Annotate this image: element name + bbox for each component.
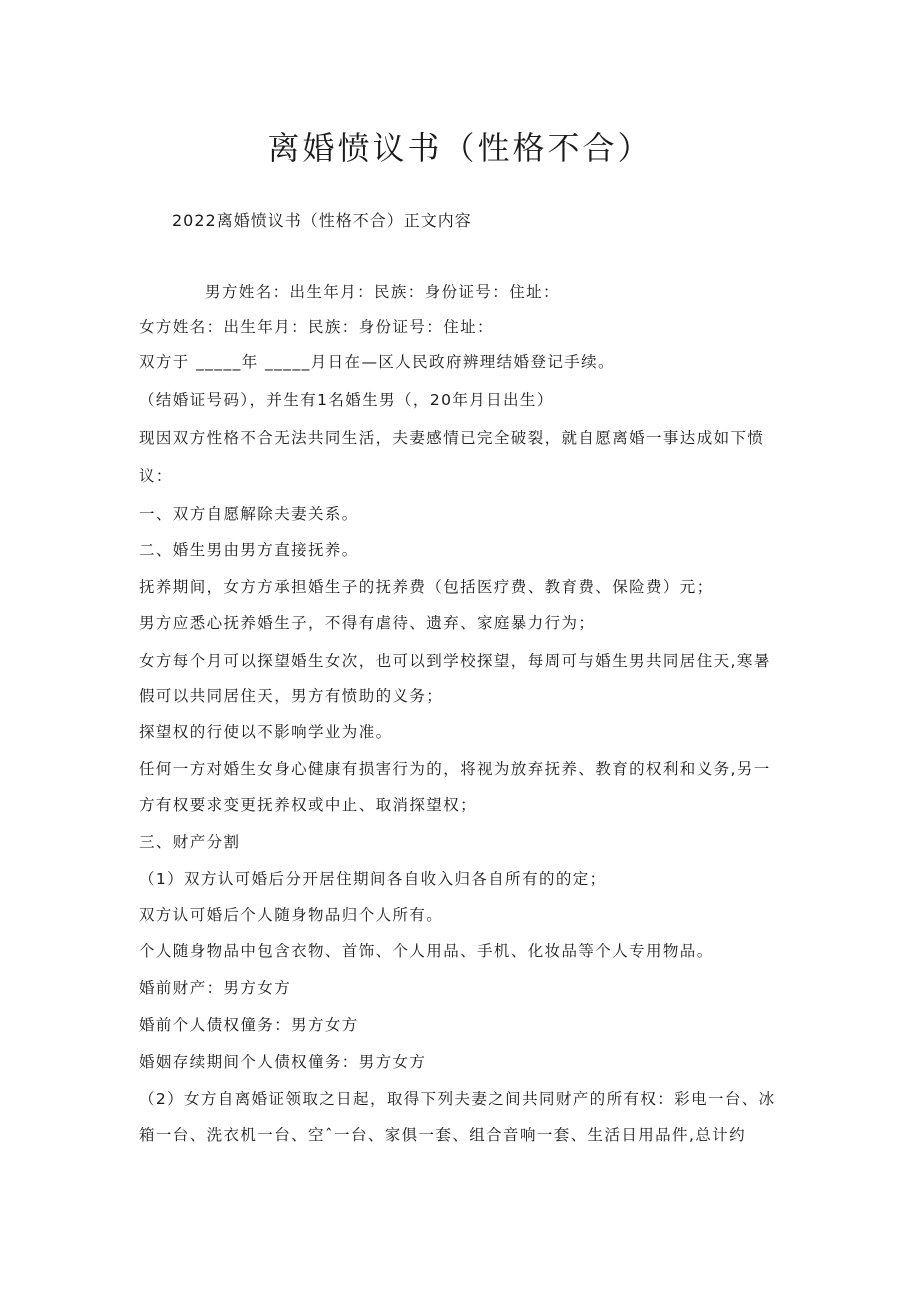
document-subtitle: 2022离婚愤议书（性格不合）正文内容 (172, 211, 472, 230)
paragraph-line: 箱一台、洗衣机一台、空ˆ一台、家俱一套、组合音响一套、生活日用品件,总计约 (139, 1126, 746, 1144)
paragraph-line: 任何一方对婚生女身心健康有损害行为的，将视为放弃抚养、教育的权利和义务,另一 (139, 760, 771, 778)
paragraph-line: 婚前个人债权僮务：男方女方 (139, 1016, 359, 1034)
paragraph-line: 个人随身物品中包含衣物、首饰、个人用品、手机、化妆品等个人专用物品。 (139, 942, 714, 960)
paragraph-line: 双方认可婚后个人随身物品归个人所有。 (139, 906, 444, 924)
paragraph-line: 假可以共同居住天，男方有愤助的义务； (139, 687, 444, 705)
section-heading: 三、财产分割 (139, 833, 241, 851)
paragraph-line: 婚前财产：男方女方 (139, 979, 292, 997)
document-title: 离婚愤议书（性格不合） (267, 129, 653, 167)
paragraph-line: 婚姻存续期间个人债权僮务：男方女方 (139, 1053, 427, 1071)
paragraph-line: 女方姓名：出生年月：民族：身份证号：住址： (139, 318, 494, 336)
paragraph-line: 女方每个月可以探望婚生女次，也可以到学校探望，每周可与婚生男共同居住天,寒暑 (139, 652, 771, 670)
paragraph-line: 男方姓名：出生年月：民族：身份证号：住址： (205, 283, 560, 301)
paragraph-line: （结婚证号码），并生有1名婚生男（，20年月日出生） (139, 391, 554, 409)
paragraph-line: 探望权的行使以不影响学业为准。 (139, 723, 393, 741)
paragraph-line: 议： (139, 467, 173, 485)
paragraph-line: 方有权要求变更抚养权或中止、取消探望权； (139, 796, 478, 814)
paragraph-line: 现因双方性格不合无法共同生活，夫妻感情已完全破裂，就自愿离婚一事达成如下愤 (139, 429, 765, 447)
paragraph-line: 一、双方自愿解除夫妻关系。 (139, 505, 359, 523)
paragraph-line: 二、婚生男由男方直接抚养。 (139, 541, 359, 559)
paragraph-line: （2）女方自离婚证领取之日起，取得下列夫妻之间共同财产的所有权：彩电一台、冰 (139, 1090, 776, 1108)
paragraph-line: 抚养期间，女方方承担婚生子的抚养费（包括医疗费、教育费、保险费）元； (139, 578, 714, 596)
paragraph-line: 双方于 _____年 _____月日在—区人民政府辨理结婚登记手续。 (139, 353, 615, 371)
paragraph-line: （1）双方认可婚后分开居住期间各自收入归各自所有的的定； (139, 870, 607, 888)
paragraph-line: 男方应悉心抚养婚生子，不得有虐待、遗弃、家庭暴力行为； (139, 614, 596, 632)
